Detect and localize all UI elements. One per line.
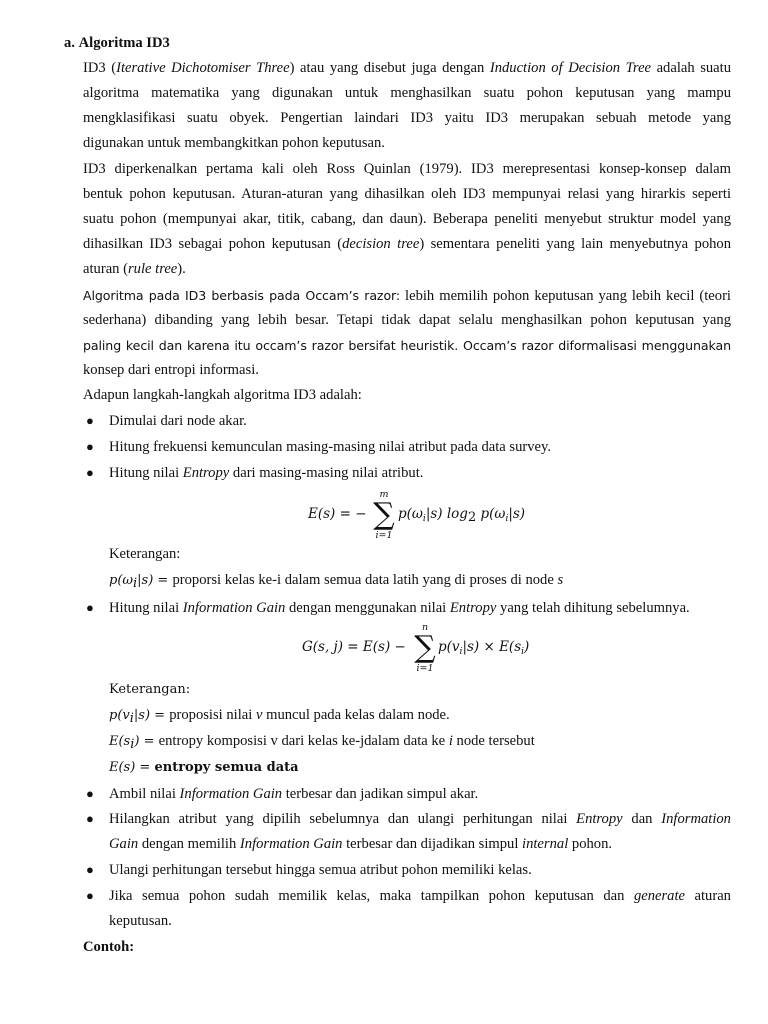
- intro-line-2: algoritma matematika yang digunakan untuk menghasilkan suatu pohon keputusan yang mampu: [83, 85, 731, 101]
- step-7: Ulangi perhitungan tersebut hingga semua atribut pohon memiliki kelas.: [109, 862, 532, 878]
- entropy-formula-lhs: E(s) = −: [308, 506, 367, 522]
- section-marker: a.: [64, 35, 75, 51]
- gain-formula-lhs: G(s, j) = E(s) −: [302, 639, 406, 655]
- para3-line-2: sederhana) dibanding yang lebih besar. Tetapi tidak dapat selalu menghasilkan pohon keputusan yang: [83, 312, 731, 328]
- bullet-icon: ●: [86, 888, 94, 903]
- step-8-line-1: Jika semua pohon sudah memilik kelas, maka tampilkan pohon keputusan dan generate aturan: [109, 888, 731, 904]
- ket2-def-1: $p(v_i|s)$ = proposisi nilai v muncul pada kelas dalam node.: [109, 707, 450, 726]
- gain-formula-rhs: $p(v_i|s) \times E(s_i)$: [438, 639, 530, 657]
- bullet-icon: ●: [86, 862, 94, 877]
- entropy-sum-symbol: m ∑ i=1: [373, 489, 395, 541]
- bullet-icon: ●: [86, 811, 94, 826]
- para3-line-3: paling kecil dan karena itu occam’s razor bersifat heuristik. Occam’s razor diformalisasi menggunakan: [83, 338, 731, 353]
- step-5: Ambil nilai Information Gain terbesar dan jadikan simpul akar.: [109, 786, 479, 802]
- ket1-label: Keterangan:: [109, 546, 181, 562]
- step-6-line-2: Gain dengan memilih Information Gain terbesar dan dijadikan simpul internal pohon.: [109, 836, 613, 852]
- bullet-icon: ●: [86, 465, 94, 480]
- intro-line-1: ID3 (Iterative Dichotomiser Three) atau yang disebut juga dengan Induction of Decision Tree adalah suatu: [83, 60, 732, 76]
- intro-line-4: digunakan untuk membangkitkan pohon keputusan.: [83, 135, 385, 151]
- bullet-icon: ●: [86, 413, 94, 428]
- para2-line-3: suatu pohon (mempunyai akar, titik, cabang, dan daun). Beberapa peneliti menyebut struktur model yang: [83, 211, 731, 227]
- para2-line-4: dihasilkan ID3 sebagai pohon keputusan (decision tree) sementara peneliti yang lain menyebutnya pohon: [83, 236, 732, 252]
- ket1-definition: $p(\omega_i|s)$ = proporsi kelas ke-i dalam semua data latih yang di proses di node s: [109, 572, 564, 591]
- section-title: Algoritma ID3: [78, 35, 170, 51]
- ket2-def-2: $E(s_i)$ = entropy komposisi v dari kelas ke-jdalam data ke i node tersebut: [109, 733, 535, 752]
- step-8-line-2: keputusan.: [109, 913, 172, 929]
- steps-intro: Adapun langkah-langkah algoritma ID3 adalah:: [83, 387, 362, 403]
- step-6-line-1: Hilangkan atribut yang dipilih sebelumnya dan ulangi perhitungan nilai Entropy dan Information: [109, 811, 731, 827]
- example-label: Contoh:: [83, 939, 135, 955]
- step-2: Hitung frekuensi kemunculan masing-masing nilai atribut pada data survey.: [109, 439, 552, 455]
- ket2-label: Keterangan:: [109, 682, 191, 697]
- para2-line-2: bentuk pohon keputusan. Aturan-aturan yang dihasilkan oleh ID3 mempunyai relasi yang hirarkis seperti: [83, 186, 731, 202]
- bullet-icon: ●: [86, 600, 94, 615]
- para2-line-1: ID3 diperkenalkan pertama kali oleh Ross Quinlan (1979). ID3 merepresentasi konsep-konsep dalam: [83, 161, 731, 177]
- bullet-icon: ●: [86, 786, 94, 801]
- intro-line-3: mengklasifikasi suatu obyek. Pengertian laindari ID3 yaitu ID3 merupakan sebuah metode yang: [83, 110, 731, 126]
- bullet-icon: ●: [86, 439, 94, 454]
- step-4: Hitung nilai Information Gain dengan menggunakan nilai Entropy yang telah dihitung sebelumnya.: [109, 600, 690, 616]
- entropy-formula-rhs: $p(\omega_i|s)$ $\log_2 p(\omega_i|s)$: [398, 506, 526, 525]
- step-1: Dimulai dari node akar.: [109, 413, 247, 429]
- para2-line-5: aturan (rule tree).: [83, 261, 186, 277]
- step-3: Hitung nilai Entropy dari masing-masing nilai atribut.: [109, 465, 424, 481]
- gain-sum-symbol: n ∑ i=1: [414, 622, 436, 674]
- section-heading: [64, 31, 712, 56]
- ket2-def-3: E(s) = entropy semua data: [109, 760, 299, 775]
- para3-line-4: konsep dari entropi informasi.: [83, 362, 259, 378]
- para3-line-1: Algoritma pada ID3 berbasis pada Occam’s razor: lebih memilih pohon keputusan yang lebih kecil (teori: [83, 288, 731, 304]
